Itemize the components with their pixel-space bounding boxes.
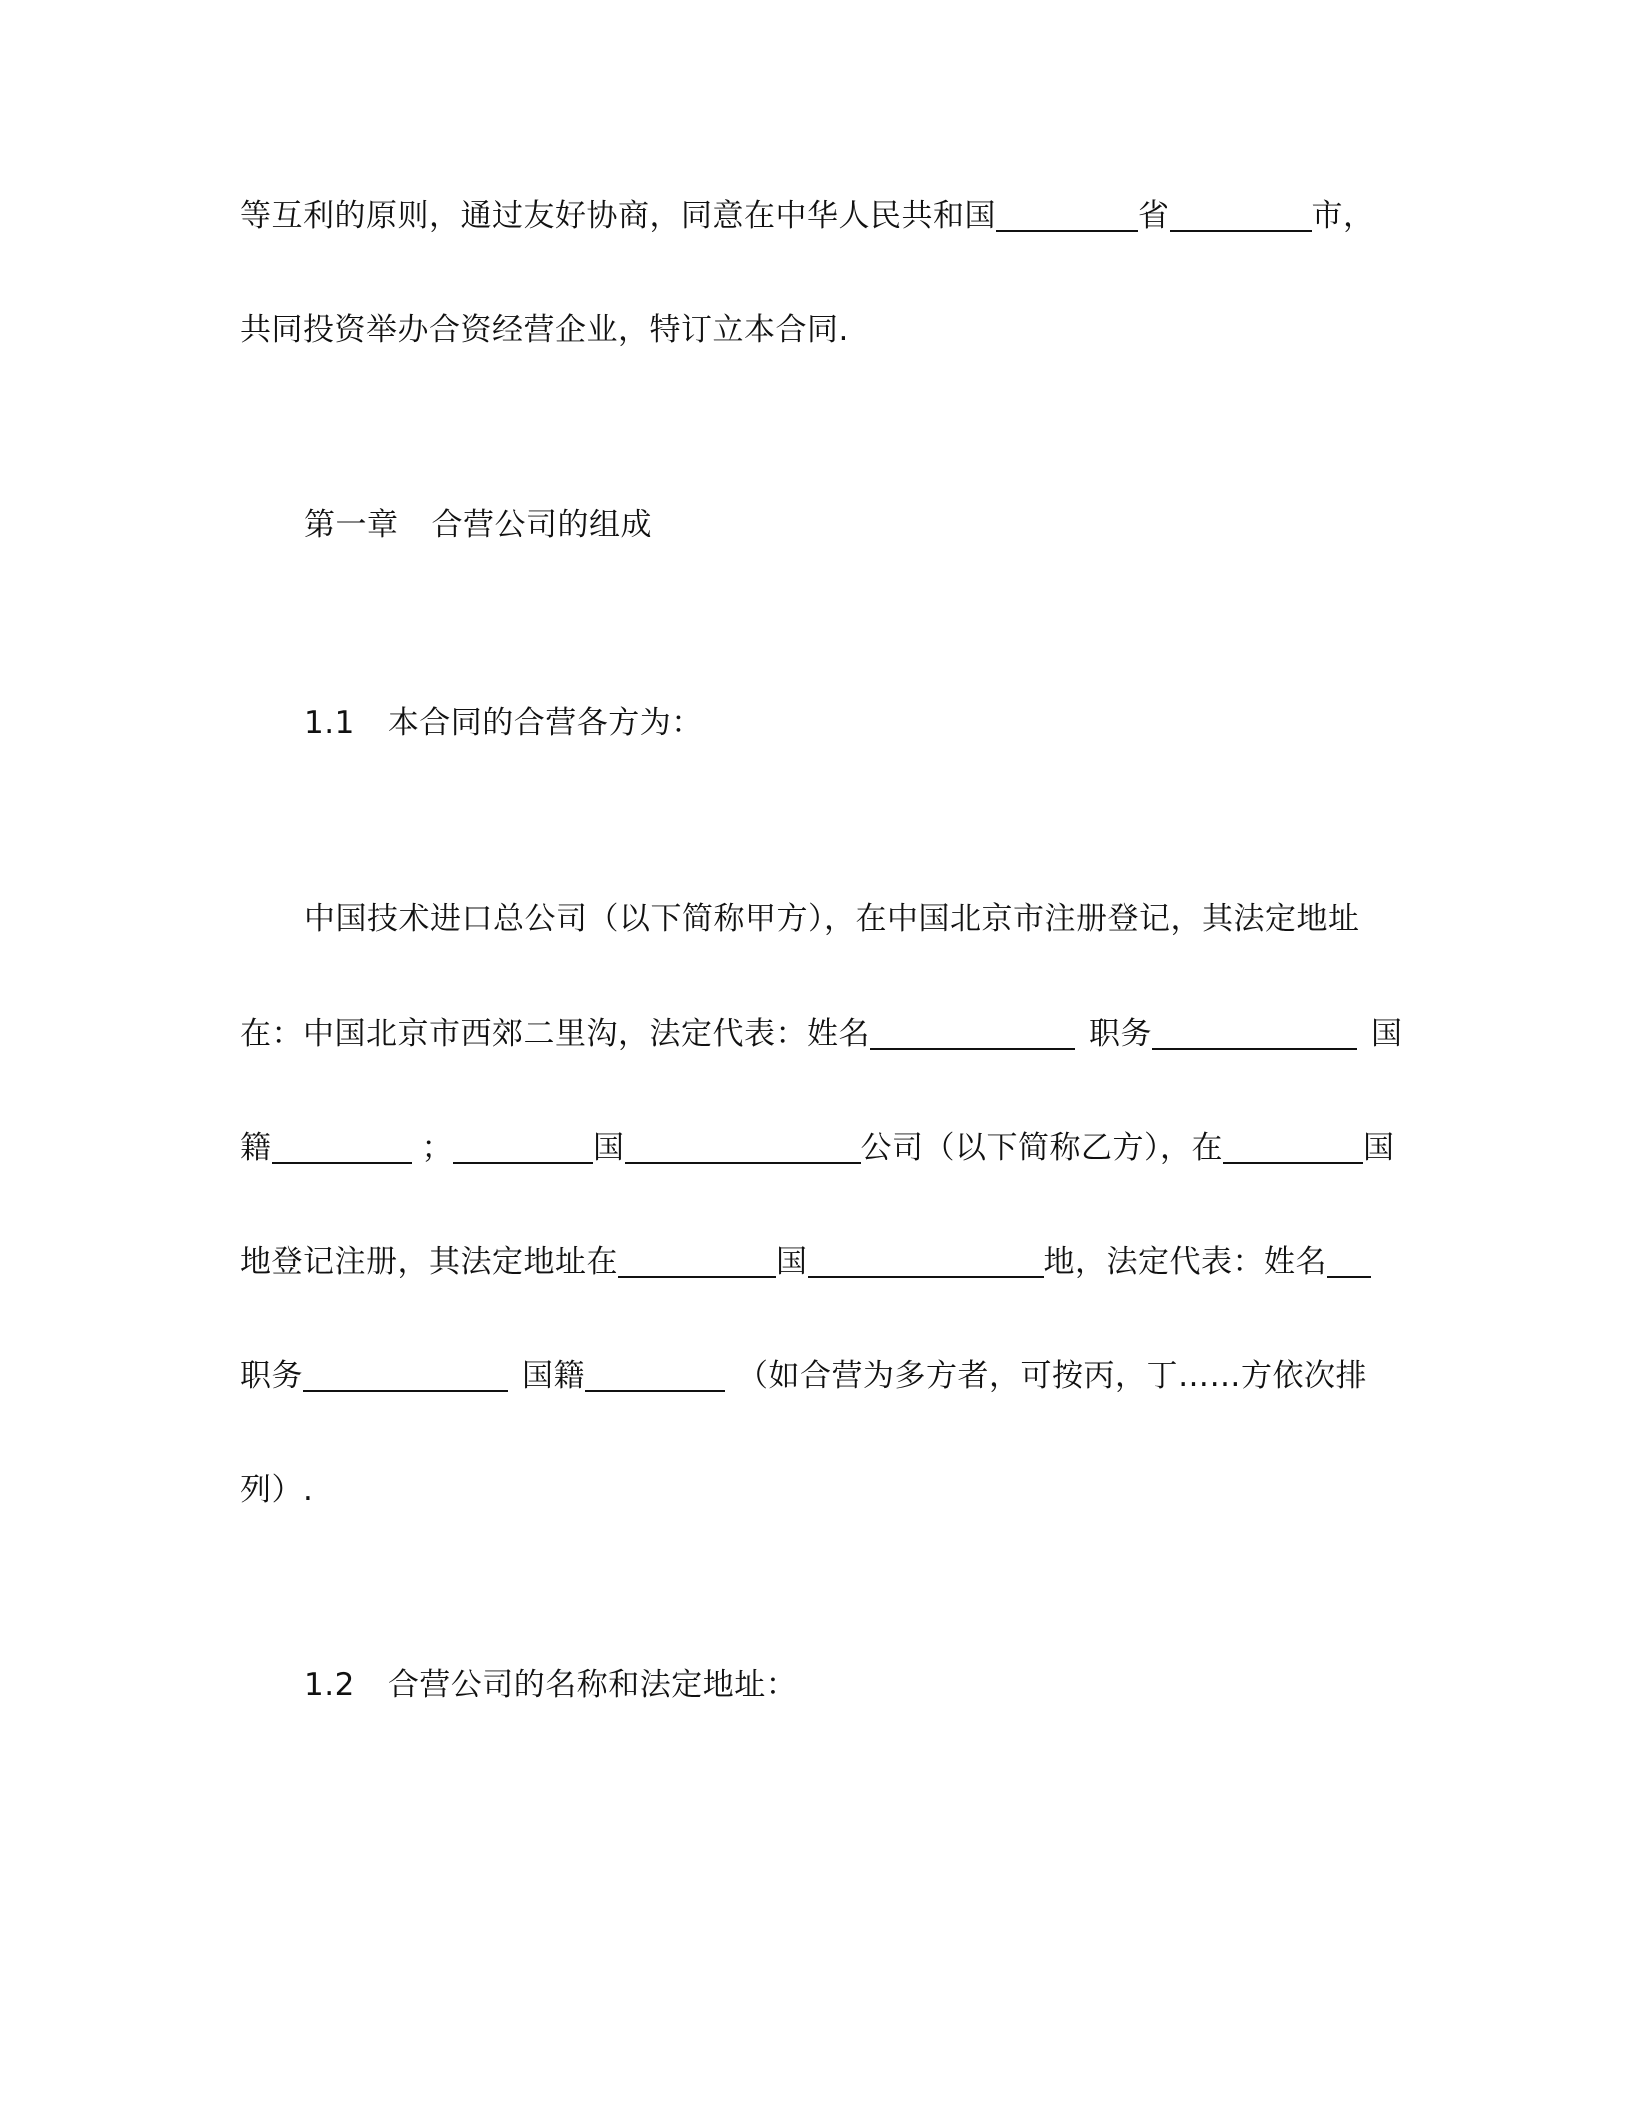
parties-text-3d: 公司（以下简称乙方），在 — [860, 1130, 1223, 1166]
parties-text-2b: 职务 — [1089, 1016, 1152, 1052]
chapter-title: 合营公司的组成 — [431, 507, 652, 543]
parties-text-6: 列）. — [240, 1472, 314, 1508]
section-1-1-heading — [304, 703, 1444, 743]
blank-party-b-address[interactable] — [808, 1246, 1044, 1278]
section-1-1-number: 1.1 — [304, 705, 355, 741]
preamble-text-b: 省 — [1138, 198, 1170, 234]
chapter-number: 第一章 — [304, 507, 399, 543]
blank-party-b-company[interactable] — [625, 1132, 861, 1164]
parties-text-4b: 国 — [776, 1244, 808, 1280]
preamble-text-d: 共同投资举办合资经营企业，特订立本合同. — [240, 312, 849, 348]
preamble-text-a: 等互利的原则，通过友好协商，同意在中华人民共和国 — [240, 198, 996, 234]
blank-province[interactable] — [996, 200, 1138, 232]
parties-text-3a: 籍 — [240, 1130, 272, 1166]
parties-line-2 — [240, 1014, 1403, 1054]
section-1-2-number: 1.2 — [304, 1667, 355, 1703]
blank-city[interactable] — [1170, 200, 1312, 232]
blank-party-b-rep-nationality[interactable] — [585, 1360, 725, 1392]
blank-party-b-registration-country[interactable] — [1223, 1132, 1363, 1164]
blank-party-b-country[interactable] — [453, 1132, 593, 1164]
parties-text-5b: 国籍 — [522, 1358, 585, 1394]
parties-text-2c: 国 — [1371, 1016, 1403, 1052]
parties-line-4 — [240, 1242, 1380, 1282]
parties-text-3c: 国 — [593, 1130, 625, 1166]
parties-text-2a: 在：中国北京市西郊二里沟，法定代表：姓名 — [240, 1016, 870, 1052]
blank-party-b-address-country[interactable] — [618, 1246, 776, 1278]
blank-party-b-rep-title[interactable] — [303, 1360, 508, 1392]
parties-text-4a: 地登记注册，其法定地址在 — [240, 1244, 618, 1280]
parties-text-3e: 国 — [1363, 1130, 1395, 1166]
section-1-1-title: 本合同的合营各方为： — [387, 705, 703, 741]
blank-party-a-rep-nationality[interactable] — [272, 1132, 412, 1164]
parties-text-5c: （如合营为多方者，可按丙，丁……方依次排 — [737, 1358, 1367, 1394]
parties-line-1 — [304, 899, 1444, 939]
parties-line-6 — [240, 1470, 1380, 1510]
parties-text-4c: 地，法定代表：姓名 — [1043, 1244, 1327, 1280]
parties-text-3b: ； — [421, 1130, 453, 1166]
preamble-line-1 — [240, 196, 1380, 236]
blank-party-b-rep-name[interactable] — [1327, 1246, 1371, 1278]
parties-text-5a: 职务 — [240, 1358, 303, 1394]
section-1-2-title: 合营公司的名称和法定地址： — [387, 1667, 798, 1703]
parties-text-1: 中国技术进口总公司（以下简称甲方），在中国北京市注册登记，其法定地址 — [304, 901, 1360, 937]
parties-line-5 — [240, 1356, 1380, 1396]
blank-party-a-rep-name[interactable] — [870, 1018, 1075, 1050]
chapter-heading — [304, 505, 1444, 545]
section-1-2-heading — [304, 1665, 1444, 1705]
blank-party-a-rep-title[interactable] — [1152, 1018, 1357, 1050]
preamble-line-2 — [240, 310, 1380, 350]
parties-line-3 — [240, 1128, 1395, 1168]
preamble-text-c: 市， — [1311, 198, 1375, 234]
